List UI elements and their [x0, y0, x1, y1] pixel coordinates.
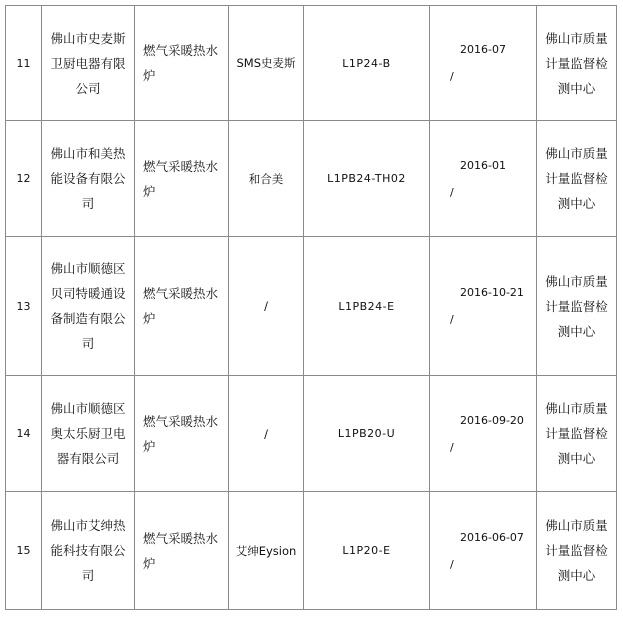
company-name: 佛山市顺德区贝司特暖通设备制造有限公司: [42, 237, 135, 376]
production-date: 2016-06-07: [460, 530, 524, 544]
production-date-cell: [430, 6, 537, 121]
testing-org: 佛山市质量计量监督检测中心: [537, 6, 617, 121]
testing-org: 佛山市质量计量监督检测中心: [537, 376, 617, 492]
company-name: 佛山市史麦斯卫厨电器有限公司: [42, 6, 135, 121]
model: L1PB24-E: [304, 237, 430, 376]
product-name: 燃气采暖热水炉: [135, 6, 229, 121]
testing-org: 佛山市质量计量监督检测中心: [537, 121, 617, 237]
model: L1PB20-U: [304, 376, 430, 492]
row-number: 14: [6, 376, 42, 492]
table-row: [6, 492, 617, 610]
brand: SMS史麦斯: [229, 6, 304, 121]
row-number: 11: [6, 6, 42, 121]
table-row: [6, 376, 617, 492]
date-separator: /: [450, 440, 454, 454]
product-table: [5, 5, 617, 610]
product-name: 燃气采暖热水炉: [135, 121, 229, 237]
production-date-cell: [430, 121, 537, 237]
production-date: 2016-09-20: [460, 413, 524, 427]
production-date: 2016-10-21: [460, 286, 524, 299]
product-name: 燃气采暖热水炉: [135, 492, 229, 610]
production-date: 2016-01: [460, 158, 506, 172]
production-date-cell: [430, 237, 537, 376]
date-separator: /: [450, 313, 454, 326]
date-separator: /: [450, 557, 454, 571]
table-row: [6, 6, 617, 121]
production-date: 2016-07: [460, 43, 506, 56]
model: L1PB24-TH02: [304, 121, 430, 237]
row-number: 12: [6, 121, 42, 237]
company-name: 佛山市艾绅热能科技有限公司: [42, 492, 135, 610]
production-date-cell: [430, 492, 537, 610]
company-name: 佛山市顺德区奥太乐厨卫电器有限公司: [42, 376, 135, 492]
row-number: 15: [6, 492, 42, 610]
date-separator: /: [450, 185, 454, 199]
row-number: 13: [6, 237, 42, 376]
table-row: [6, 237, 617, 376]
testing-org: 佛山市质量计量监督检测中心: [537, 237, 617, 376]
product-name: 燃气采暖热水炉: [135, 237, 229, 376]
model: L1P24-B: [304, 6, 430, 121]
brand: /: [229, 376, 304, 492]
model: L1P20-E: [304, 492, 430, 610]
production-date-cell: [430, 376, 537, 492]
brand: /: [229, 237, 304, 376]
brand: 艾绅Eysion: [229, 492, 304, 610]
brand: 和合美: [229, 121, 304, 237]
product-name: 燃气采暖热水炉: [135, 376, 229, 492]
company-name: 佛山市和美热能设备有限公司: [42, 121, 135, 237]
testing-org: 佛山市质量计量监督检测中心: [537, 492, 617, 610]
date-separator: /: [450, 70, 454, 83]
table-row: [6, 121, 617, 237]
